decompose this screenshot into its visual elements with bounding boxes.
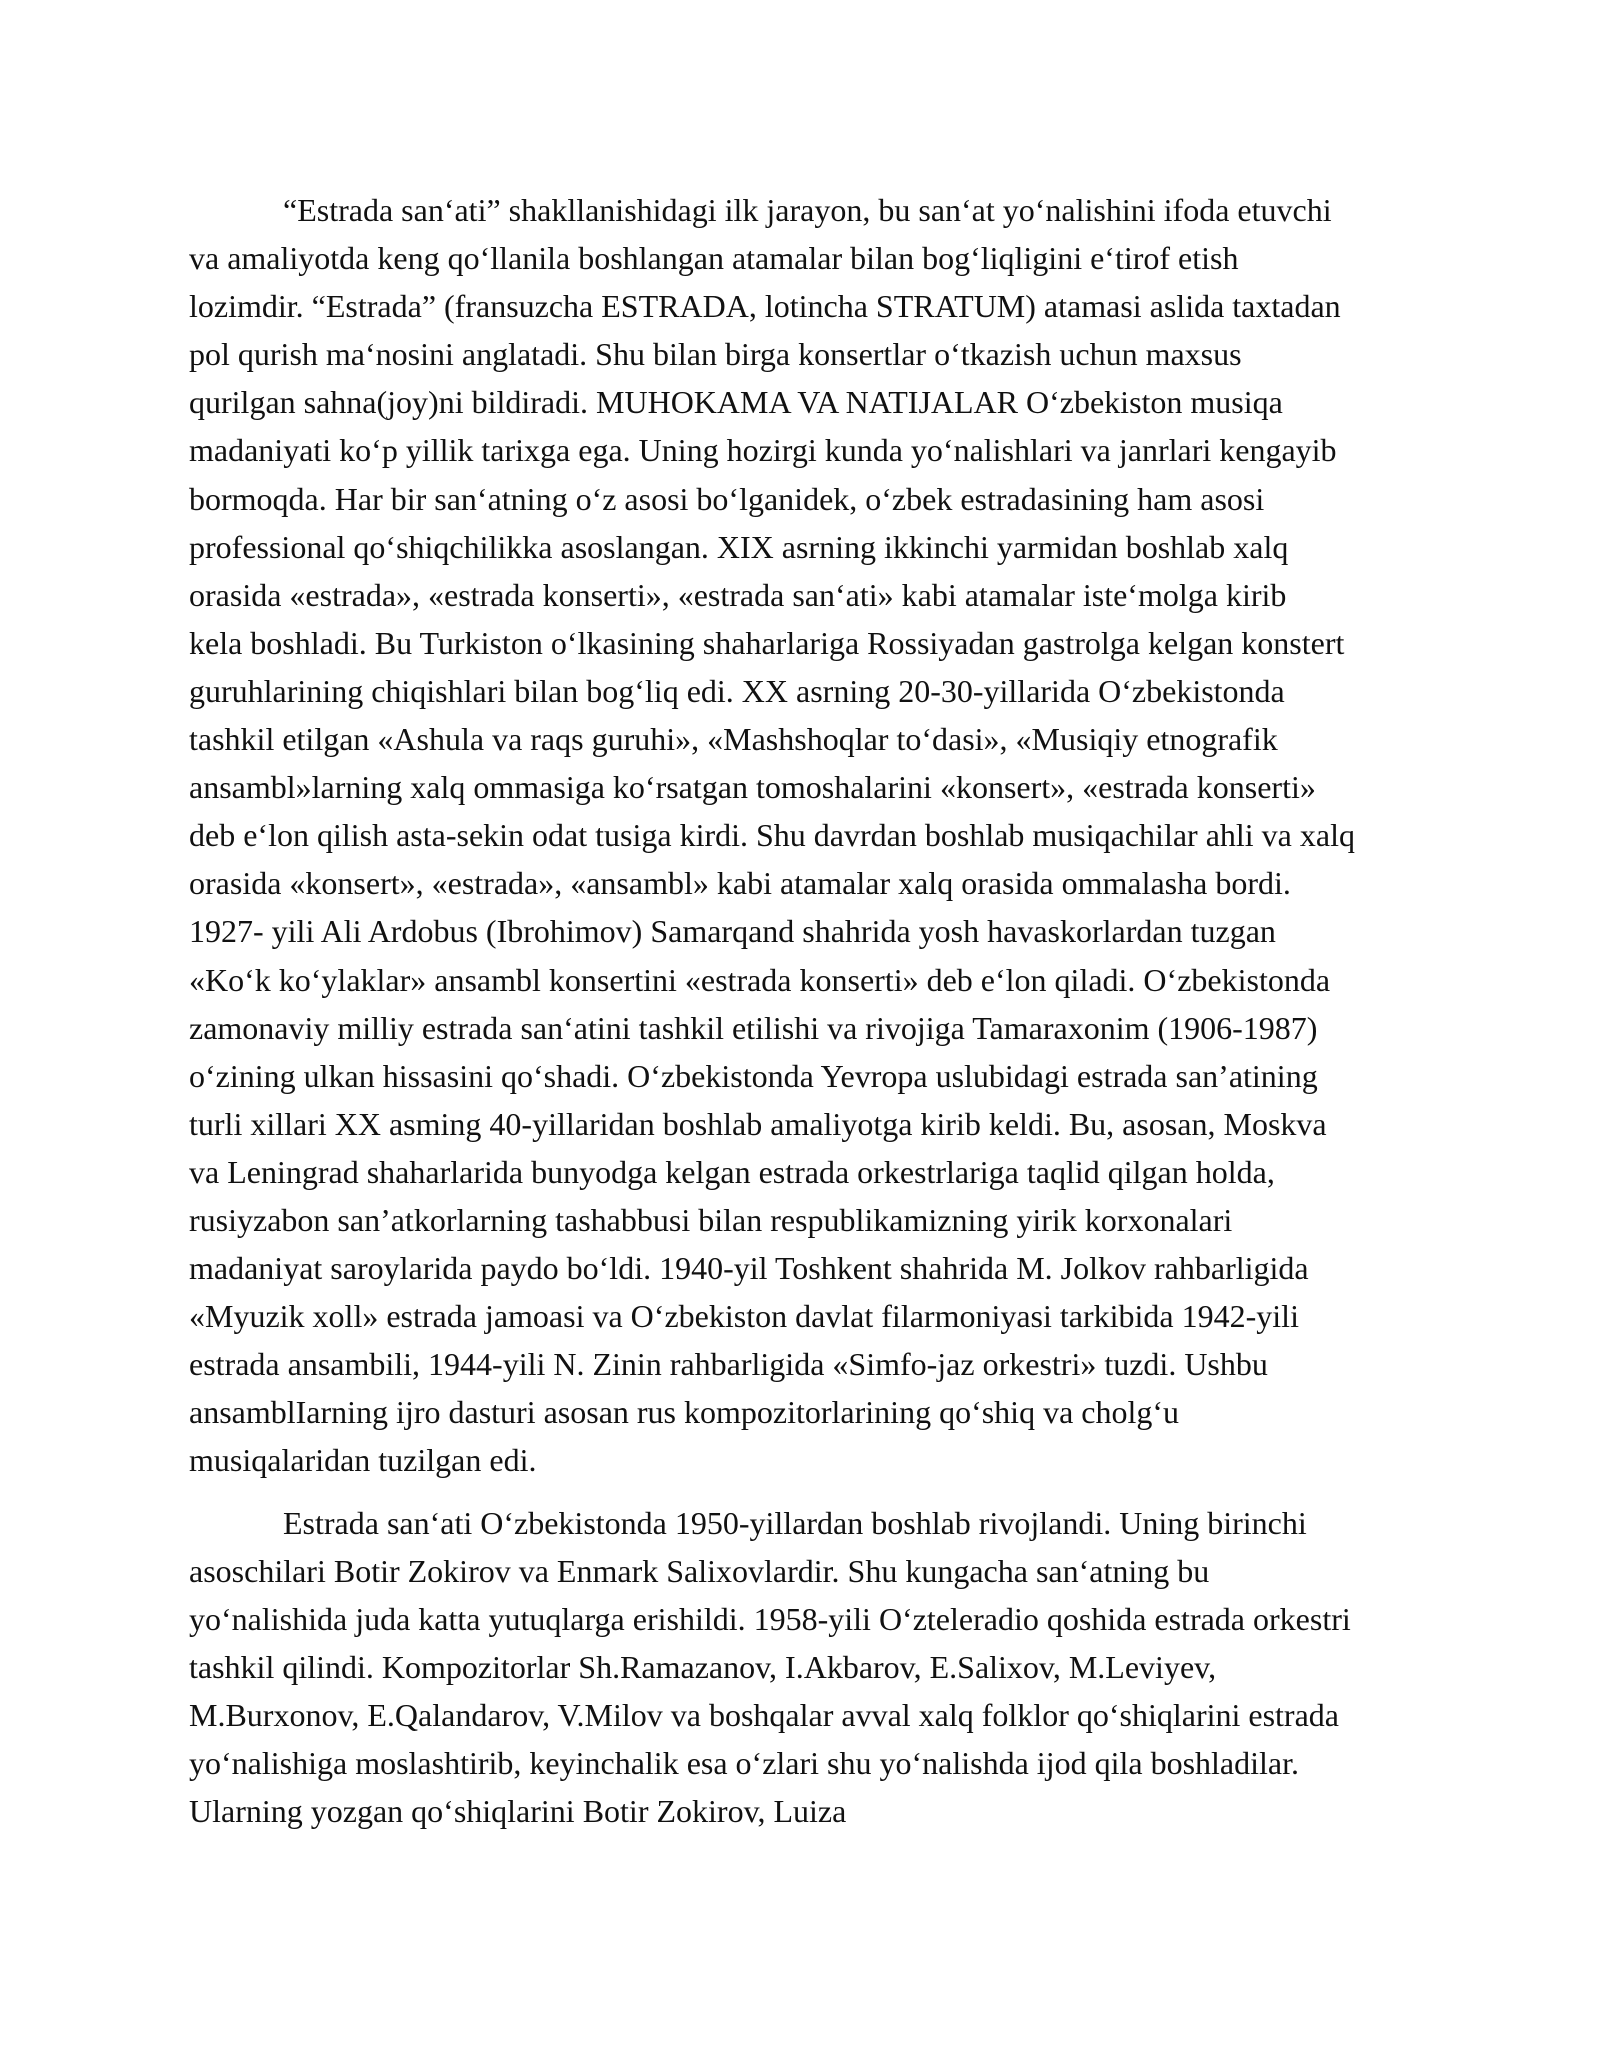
text-line: pol qurish ma‘nosini anglatadi. Shu bilan birga konsertlar o‘tkazish uchun maxsus: [189, 336, 1242, 373]
text-line: ansambl»larning xalq ommasiga ko‘rsatgan tomoshalarini «konsert», «estrada konserti»: [189, 769, 1316, 806]
text-line: yo‘nalishida juda katta yutuqlarga erishildi. 1958-yili O‘zteleradio qoshida estrada orkestri: [189, 1600, 1351, 1637]
text-line: kela boshladi. Bu Turkiston o‘lkasining shaharlariga Rossiyadan gastrolga kelgan konstert: [189, 624, 1345, 661]
text-line: orasida «estrada», «estrada konserti», «estrada san‘ati» kabi atamalar iste‘molga kirib: [189, 576, 1287, 613]
text-line: madaniyati ko‘p yillik tarixga ega. Uning hozirgi kunda yo‘nalishlari va janrlari kengayib: [189, 432, 1337, 469]
text-line: estrada ansambili, 1944-yili N. Zinin rahbarligida «Simfo-jaz orkestri» tuzdi. Ushbu: [189, 1346, 1268, 1383]
paragraph-1: [189, 186, 1531, 1485]
text-line: yo‘nalishiga moslashtirib, keyinchalik esa o‘zlari shu yo‘nalishda ijod qila boshladilar.: [189, 1745, 1299, 1781]
text-line: deb e‘lon qilish asta-sekin odat tusiga kirdi. Shu davrdan boshlab musiqachilar ahli va xalq: [189, 817, 1355, 854]
text-line: rusiyzabon san’atkorlarning tashabbusi bilan respublikamizning yirik korxonalari: [189, 1201, 1233, 1238]
text-line: turli xillari XX asming 40-yillaridan boshlab amaliyotga kirib keldi. Bu, asosan, Moskva: [189, 1105, 1327, 1142]
text-line: qurilgan sahna(joy)ni bildiradi. MUHOKAMA VA NATIJALAR O‘zbekiston musiqa: [189, 384, 1283, 421]
text-line: va Leningrad shaharlarida bunyodga kelgan estrada orkestrlariga taqlid qilgan holda,: [189, 1153, 1275, 1190]
text-line: orasida «konsert», «estrada», «ansambl» kabi atamalar xalq orasida ommalasha bordi.: [189, 865, 1291, 902]
text-line: asoschilari Botir Zokirov va Enmark Salixovlardir. Shu kungacha san‘atning bu: [189, 1552, 1210, 1589]
text-line: madaniyat saroylarida paydo bo‘ldi. 1940-yil Toshkent shahrida M. Jolkov rahbarligida: [189, 1250, 1309, 1287]
text-line: “Estrada san‘ati” shakllanishidagi ilk jarayon, bu san‘at yo‘nalishini ifoda etuvchi: [283, 192, 1332, 228]
text-line: o‘zining ulkan hissasini qo‘shadi. O‘zbekistonda Yevropa uslubidagi estrada san’atining: [189, 1057, 1318, 1094]
text-line: tashkil qilindi. Kompozitorlar Sh.Ramazanov, I.Akbarov, E.Salixov, M.Leviyev,: [189, 1648, 1217, 1685]
text-line: bormoqda. Har bir san‘atning o‘z asosi bo‘lganidek, o‘zbek estradasining ham asosi: [189, 480, 1265, 517]
text-line: professional qo‘shiqchilikka asoslangan. XIX asrning ikkinchi yarmidan boshlab xalq: [189, 528, 1289, 565]
text-line: 1927- yili Ali Ardobus (Ibrohimov) Samarqand shahrida yosh havaskorlardan tuzgan: [189, 913, 1276, 950]
text-line: tashkil etilgan «Ashula va raqs guruhi», «Mashshoqlar to‘dasi», «Musiqiy etnografik: [189, 721, 1278, 758]
text-line: zamonaviy milliy estrada san‘atini tashkil etilishi va rivojiga Tamaraxonim (1906-1987): [189, 1009, 1318, 1046]
text-line: Ularning yozgan qo‘shiqlarini Botir Zokirov, Luiza: [189, 1793, 847, 1830]
text-line: va amaliyotda keng qo‘llanila boshlangan atamalar bilan bog‘liqligini e‘tirof etish: [189, 240, 1239, 277]
paragraph-2: [189, 1499, 1531, 1836]
text-line: Estrada san‘ati O‘zbekistonda 1950-yillardan boshlab rivojlandi. Uning birinchi: [283, 1504, 1307, 1541]
text-line: M.Burxonov, E.Qalandarov, V.Milov va boshqalar avval xalq folklor qo‘shiqlarini estrada: [189, 1696, 1339, 1733]
text-line: musiqalaridan tuzilgan edi.: [189, 1442, 537, 1479]
text-line: lozimdir. “Estrada” (fransuzcha ESTRADA, lotincha STRATUM) atamasi aslida taxtadan: [189, 288, 1341, 325]
text-line: guruhlarining chiqishlari bilan bog‘liq edi. XX asrning 20-30-yillarida O‘zbekistonda: [189, 672, 1285, 709]
body-text: [189, 186, 1531, 1835]
text-line: ansamblIarning ijro dasturi asosan rus kompozitorlarining qo‘shiq va cholg‘u: [189, 1394, 1180, 1431]
text-line: «Ko‘k ko‘ylaklar» ansambl konsertini «estrada konserti» deb e‘lon qiladi. O‘zbekistonda: [189, 961, 1331, 998]
text-line: «Myuzik xoll» estrada jamoasi va O‘zbekiston davlat filarmoniyasi tarkibida 1942-yili: [189, 1298, 1299, 1335]
